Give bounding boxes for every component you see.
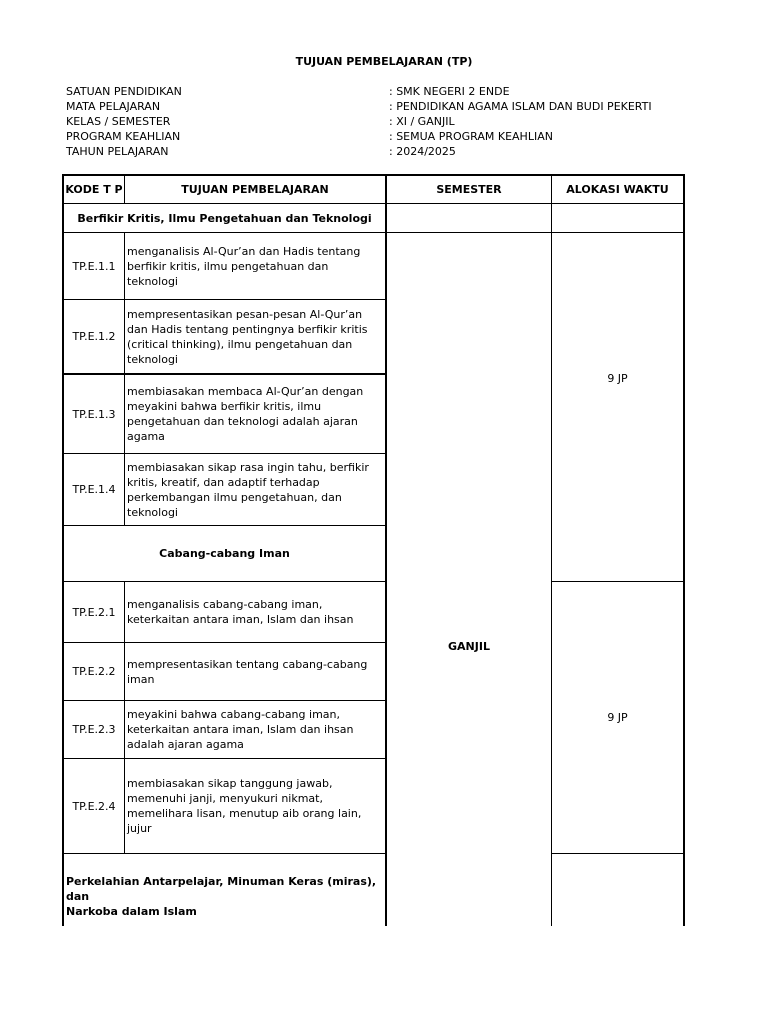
tp-description-line: membiasakan membaca Al-Qur’an dengan xyxy=(127,385,364,398)
meta-value: : XI / GANJIL xyxy=(389,115,455,128)
section-title-line: Perkelahian Antarpelajar, Minuman Keras (miras), dan xyxy=(66,875,377,903)
tp-description-line: menganalisis Al-Qur’an dan Hadis tentang xyxy=(127,244,361,258)
meta-value: : SEMUA PROGRAM KEAHLIAN xyxy=(389,130,553,143)
time-allocation-value: 9 JP xyxy=(607,711,628,724)
tp-code: TP.E.2.3 xyxy=(72,723,116,736)
tp-code: TP.E.2.4 xyxy=(72,799,116,813)
tp-description xyxy=(125,454,385,525)
tp-description-line: menganalisis cabang-cabang iman, xyxy=(127,598,323,611)
tp-description-line: memenuhi janji, menyukuri nikmat, xyxy=(127,792,323,805)
tp-description-line: teknologi xyxy=(127,352,178,366)
section-title: Cabang-cabang Iman xyxy=(159,547,290,560)
tp-description xyxy=(125,701,385,758)
tp-code: TP.E.1.1 xyxy=(72,259,116,273)
tp-code: TP.E.1.2 xyxy=(72,330,116,343)
tp-description-line: mempresentasikan pesan-pesan Al-Qur’an xyxy=(127,307,363,321)
meta-label: PROGRAM KEAHLIAN xyxy=(66,130,181,143)
tp-description-line: meyakini bahwa berfikir kritis, ilmu xyxy=(127,400,322,413)
tp-code: TP.E.2.1 xyxy=(72,605,116,619)
tp-description-line: memelihara lisan, menutup aib orang lain, xyxy=(127,807,362,820)
tp-description xyxy=(125,643,385,700)
semester-value: GANJIL xyxy=(448,640,490,653)
tp-description xyxy=(125,233,385,299)
tp-description-line: meyakini bahwa cabang-cabang iman, xyxy=(127,708,340,721)
tp-description-line: keterkaitan antara iman, Islam dan ihsan xyxy=(127,613,354,626)
meta-label: MATA PELAJARAN xyxy=(66,100,161,113)
header-semester: SEMESTER xyxy=(436,183,502,196)
tp-description-line: teknologi xyxy=(127,274,178,288)
tp-description-line: agama xyxy=(127,430,165,443)
meta-label: TAHUN PELAJARAN xyxy=(66,145,169,158)
meta-value: : PENDIDIKAN AGAMA ISLAM DAN BUDI PEKERTI xyxy=(389,100,652,113)
tp-description-line: membiasakan sikap tanggung jawab, xyxy=(127,777,333,790)
table-line xyxy=(552,853,685,854)
tp-description-line: adalah ajaran agama xyxy=(127,738,244,751)
tp-description xyxy=(125,759,385,853)
meta-value: : 2024/2025 xyxy=(389,145,456,158)
tp-code: TP.E.1.3 xyxy=(72,407,116,421)
header-tujuan-pembelajaran: TUJUAN PEMBELAJARAN xyxy=(181,183,329,196)
tp-description xyxy=(125,582,385,642)
tp-code: TP.E.2.2 xyxy=(72,665,116,678)
section-title xyxy=(64,854,385,926)
tp-description-line: (critical thinking), ilmu pengetahuan dan xyxy=(127,337,353,351)
time-allocation xyxy=(552,233,683,525)
tp-code: TP.E.1.4 xyxy=(72,483,116,496)
tp-description-line: dan Hadis tentang pentingnya berfikir kritis xyxy=(127,322,368,336)
tp-description xyxy=(125,375,385,453)
meta-label: KELAS / SEMESTER xyxy=(66,115,171,128)
tp-description xyxy=(125,300,385,373)
tp-description-line: berfikir kritis, ilmu pengetahuan dan xyxy=(127,259,329,273)
tp-description-line: mempresentasikan tentang cabang-cabang xyxy=(127,657,368,671)
tp-description-line: jujur xyxy=(127,822,152,835)
header-alokasi-waktu: ALOKASI WAKTU xyxy=(566,183,669,196)
meta-label: SATUAN PENDIDIKAN xyxy=(66,85,182,98)
tp-description-line: iman xyxy=(127,672,155,686)
document-title: TUJUAN PEMBELAJARAN (TP) xyxy=(295,55,473,68)
tp-description-line: keterkaitan antara iman, Islam dan ihsan xyxy=(127,723,354,736)
header-kode-tp: KODE T P xyxy=(65,183,123,196)
time-allocation-value: 9 JP xyxy=(607,372,628,385)
tp-description-line: membiasakan sikap rasa ingin tahu, berfikir xyxy=(127,460,369,474)
table-border xyxy=(683,174,685,926)
tp-description-line: teknologi xyxy=(127,505,178,519)
tp-description-line: perkembangan ilmu pengetahuan, dan xyxy=(127,490,342,504)
tp-description-line: pengetahuan dan teknologi adalah ajaran xyxy=(127,415,358,428)
time-allocation xyxy=(552,582,683,853)
section-title: Berfikir Kritis, Ilmu Pengetahuan dan Teknologi xyxy=(77,211,372,225)
section-title-line: Narkoba dalam Islam xyxy=(66,905,197,918)
tp-description-line: kritis, kreatif, dan adaptif terhadap xyxy=(127,475,320,489)
meta-value: : SMK NEGERI 2 ENDE xyxy=(389,85,510,98)
